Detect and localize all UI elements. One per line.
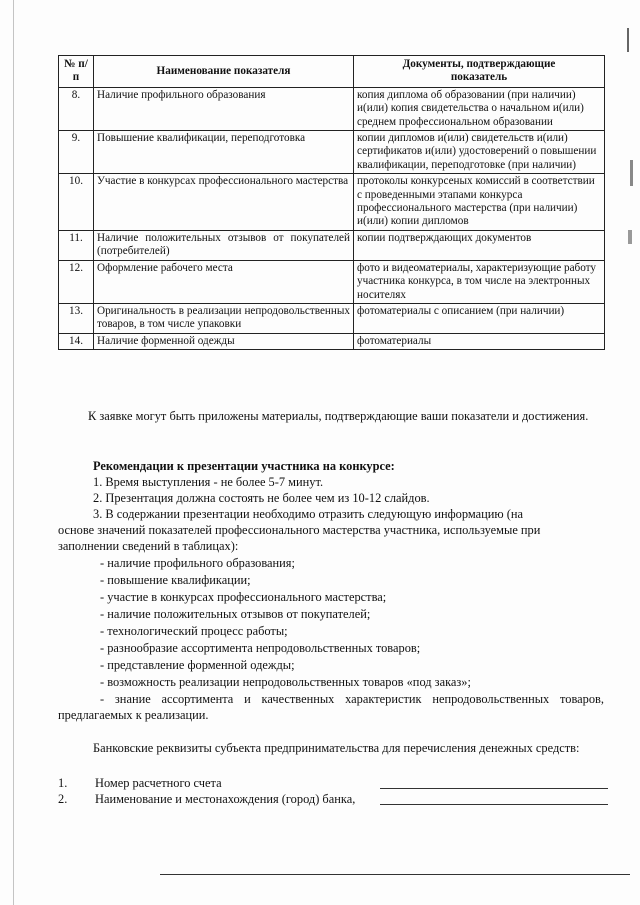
table-row bbox=[59, 87, 605, 130]
presentation-bullet-line: предлагаемых к реализации. bbox=[58, 708, 209, 722]
table-header-row bbox=[59, 56, 605, 88]
table-row bbox=[59, 260, 605, 303]
table-row bbox=[59, 131, 605, 174]
footer-line bbox=[160, 874, 630, 875]
bank-name-line[interactable] bbox=[380, 804, 608, 805]
bank-field-label: Наименование и местонахождения (город) банка, bbox=[95, 792, 356, 806]
recommendations-title: Рекомендации к презентации участника на конкурсе: bbox=[93, 459, 395, 473]
bank-intro: Банковские реквизиты субъекта предпринимательства для перечисления денежных средств: bbox=[93, 741, 580, 755]
row-num: 8. bbox=[59, 87, 94, 130]
recommendation-item: 2. Презентация должна состоять не более чем из 10-12 слайдов. bbox=[93, 491, 430, 505]
presentation-bullet: - наличие профильного образования; bbox=[100, 556, 295, 570]
presentation-bullet: - представление форменной одежды; bbox=[100, 658, 295, 672]
bank-field-num: 1. bbox=[58, 776, 68, 790]
presentation-bullet: - наличие положительных отзывов от покупателей; bbox=[100, 607, 371, 621]
row-documents: копии дипломов и(или) свидетельств и(или) сертификатов и(или) удостоверений о повышении квалификации, переподготовке (при наличии) bbox=[354, 131, 605, 174]
scan-side-mark bbox=[630, 160, 633, 186]
scan-edge-line bbox=[13, 0, 14, 905]
row-indicator: Наличие форменной одежды bbox=[94, 333, 354, 349]
account-number-line[interactable] bbox=[380, 788, 608, 789]
row-documents: фото и видеоматериалы, характеризующие работу участника конкурса, в том числе на электронных носителях bbox=[354, 260, 605, 303]
presentation-bullet bbox=[100, 691, 604, 707]
row-num: 9. bbox=[59, 131, 94, 174]
scan-side-mark-small bbox=[628, 230, 632, 244]
presentation-bullet-text: - знание ассортимента и качественных характеристик непродовольственных товаров, bbox=[100, 692, 604, 706]
recommendation-item: 1. Время выступления - не более 5-7 минут. bbox=[93, 475, 324, 489]
table-row bbox=[59, 303, 605, 333]
scan-corner-mark bbox=[627, 28, 635, 52]
presentation-bullet: - технологический процесс работы; bbox=[100, 624, 288, 638]
presentation-bullet: - разнообразие ассортимента непродовольственных товаров; bbox=[100, 641, 421, 655]
row-num: 12. bbox=[59, 260, 94, 303]
presentation-bullet: - возможность реализации непродовольственных товаров «под заказ»; bbox=[100, 675, 471, 689]
row-documents: фотоматериалы с описанием (при наличии) bbox=[354, 303, 605, 333]
presentation-bullet: - участие в конкурсах профессионального мастерства; bbox=[100, 590, 387, 604]
header-num: № п/п bbox=[59, 56, 94, 88]
bank-field-label: Номер расчетного счета bbox=[95, 776, 222, 790]
recommendation-item: 3. В содержании презентации необходимо отразить следующую информацию (на bbox=[93, 507, 523, 521]
indicators-table bbox=[58, 55, 605, 350]
bank-field-num: 2. bbox=[58, 792, 68, 806]
row-indicator: Оформление рабочего места bbox=[94, 260, 354, 303]
table-row bbox=[59, 174, 605, 231]
table-row bbox=[59, 230, 605, 260]
recommendation-item-line: заполнении сведений в таблицах): bbox=[58, 539, 239, 553]
row-indicator: Участие в конкурсах профессионального мастерства bbox=[94, 174, 354, 231]
header-indicator: Наименование показателя bbox=[94, 56, 354, 88]
row-indicator: Наличие профильного образования bbox=[94, 87, 354, 130]
table-row bbox=[59, 333, 605, 349]
row-documents: протоколы конкурсеных комиссий в соответствии с проведенными этапами конкурса профессионального мастерства (при наличии) и(или) копии дипломов bbox=[354, 174, 605, 231]
row-num: 10. bbox=[59, 174, 94, 231]
row-num: 11. bbox=[59, 230, 94, 260]
row-documents: копии подтверждающих документов bbox=[354, 230, 605, 260]
attachments-note: К заявке могут быть приложены материалы, подтверждающие ваши показатели и достижения. bbox=[88, 409, 589, 423]
row-documents: фотоматериалы bbox=[354, 333, 605, 349]
recommendation-item-line: основе значений показателей профессионального мастерства участника, используемые при bbox=[58, 523, 541, 537]
row-indicator: Оригинальность в реализации непродовольственных товаров, в том числе упаковки bbox=[94, 303, 354, 333]
row-indicator: Наличие положительных отзывов от покупателей (потребителей) bbox=[94, 230, 354, 260]
row-documents: копия диплома об образовании (при наличии) и(или) копия свидетельства о начальном и(или) среднем профессиональном образовании bbox=[354, 87, 605, 130]
header-documents: Документы, подтверждающие показатель bbox=[354, 56, 605, 88]
row-num: 14. bbox=[59, 333, 94, 349]
presentation-bullet: - повышение квалификации; bbox=[100, 573, 251, 587]
row-num: 13. bbox=[59, 303, 94, 333]
row-indicator: Повышение квалификации, переподготовка bbox=[94, 131, 354, 174]
